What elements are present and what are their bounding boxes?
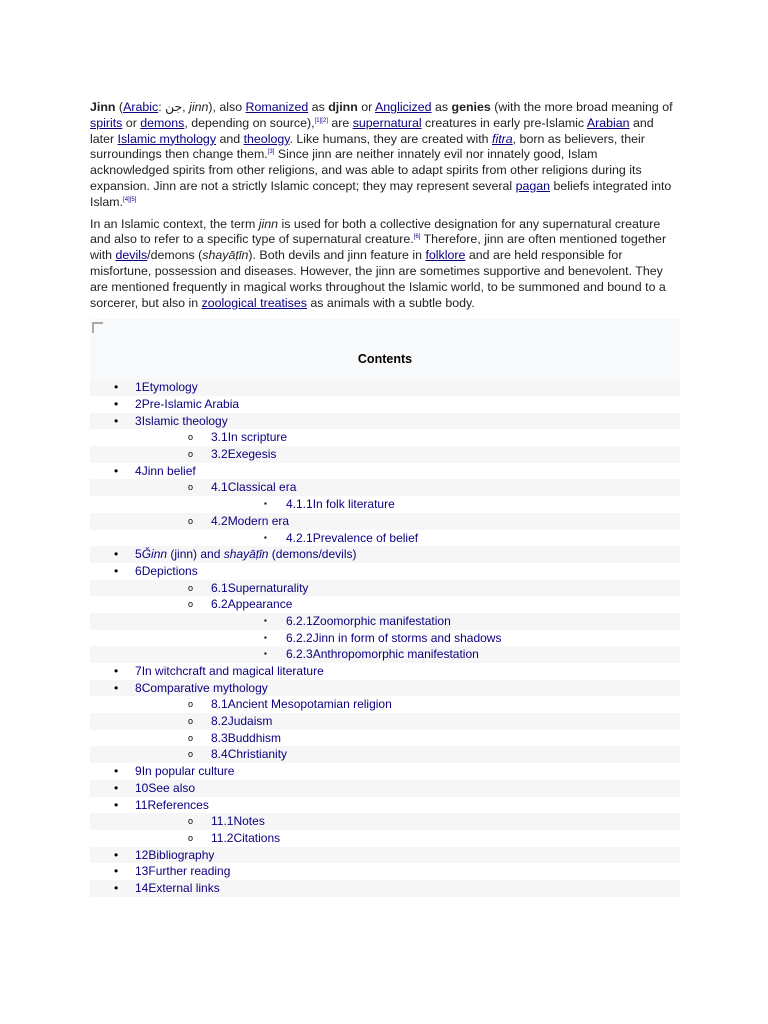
toc-item-see-also[interactable]: • 10See also bbox=[90, 780, 680, 797]
bullet-icon: • bbox=[114, 797, 119, 812]
checkbox-icon[interactable] bbox=[92, 322, 103, 333]
toc-item-modern-era[interactable]: o 4.2Modern era bbox=[90, 513, 680, 530]
toc-item-prevalence-of-belief[interactable]: ▪ 4.2.1Prevalence of belief bbox=[264, 530, 419, 545]
term-genies: genies bbox=[451, 100, 491, 114]
toc-item-storms-and-shadows[interactable]: ▪ 6.2.2Jinn in form of storms and shadows bbox=[264, 630, 502, 645]
bullet-icon: • bbox=[114, 547, 119, 562]
link-pagan[interactable]: pagan bbox=[515, 178, 551, 193]
toc-item-notes[interactable]: o 11.1Notes bbox=[90, 813, 680, 830]
citation-6[interactable]: [6] bbox=[413, 234, 421, 241]
circle-bullet-icon: o bbox=[188, 515, 194, 526]
link-theology[interactable]: theology bbox=[243, 131, 290, 146]
toc-item-ginn-and-shayatin[interactable]: • 5Ǧinn (jinn) and shayāṭīn (demons/devils) bbox=[90, 546, 680, 563]
bullet-icon: • bbox=[114, 463, 119, 478]
bullet-icon: • bbox=[114, 680, 119, 695]
toc-item-classical-era[interactable]: o 4.1Classical era bbox=[90, 479, 680, 496]
bullet-icon: • bbox=[114, 764, 119, 779]
citation-4-5[interactable]: [4][5] bbox=[123, 196, 137, 203]
bullet-icon: • bbox=[114, 847, 119, 862]
toc-item-witchcraft[interactable]: • 7In witchcraft and magical literature bbox=[114, 664, 324, 679]
bullet-icon: • bbox=[114, 780, 119, 795]
circle-bullet-icon: o bbox=[188, 749, 194, 760]
toc-item-zoomorphic-manifestation[interactable]: ▪ 6.2.1Zoomorphic manifestation bbox=[90, 613, 680, 630]
article-body bbox=[90, 100, 680, 897]
circle-bullet-icon: o bbox=[188, 716, 194, 727]
toc-item-further-reading[interactable]: • 13Further reading bbox=[114, 864, 231, 879]
circle-bullet-icon: o bbox=[188, 699, 194, 710]
toc-item-christianity[interactable]: o 8.4Christianity bbox=[90, 746, 680, 763]
circle-bullet-icon: o bbox=[188, 449, 194, 460]
toc-item-exegesis[interactable]: o 3.2Exegesis bbox=[90, 446, 680, 463]
link-devils[interactable]: devils bbox=[115, 248, 148, 263]
link-spirits[interactable]: spirits bbox=[90, 115, 123, 130]
bullet-icon: • bbox=[114, 880, 119, 895]
toc-toggle[interactable] bbox=[90, 319, 680, 337]
bullet-icon: • bbox=[114, 563, 119, 578]
circle-bullet-icon: o bbox=[188, 816, 194, 827]
circle-bullet-icon: o bbox=[188, 482, 194, 493]
bullet-icon: • bbox=[114, 664, 119, 679]
circle-bullet-icon: o bbox=[188, 599, 194, 610]
circle-bullet-icon: o bbox=[188, 582, 194, 593]
toc-item-supernaturality[interactable]: o 6.1Supernaturality bbox=[90, 580, 680, 597]
link-fitra[interactable]: fitra bbox=[492, 131, 513, 146]
link-arabic[interactable]: Arabic bbox=[123, 100, 159, 114]
link-islamic-mythology[interactable]: Islamic mythology bbox=[117, 131, 217, 146]
toc-item-pre-islamic-arabia[interactable]: • 2Pre-Islamic Arabia bbox=[114, 397, 240, 412]
toc-item-appearance[interactable]: o 6.2Appearance bbox=[188, 597, 293, 612]
circle-bullet-icon: o bbox=[188, 832, 194, 843]
link-demons[interactable]: demons bbox=[140, 115, 185, 130]
toc-item-jinn-belief[interactable]: • 4Jinn belief bbox=[114, 463, 196, 478]
term-jinn: Jinn bbox=[90, 100, 116, 114]
term-djinn: djinn bbox=[328, 100, 358, 114]
toc-item-external-links[interactable]: • 14External links bbox=[90, 880, 680, 897]
square-bullet-icon: ▪ bbox=[264, 632, 267, 642]
toc-item-islamic-theology[interactable]: • 3Islamic theology bbox=[90, 413, 680, 430]
toc-item-mesopotamian-religion[interactable]: o 8.1Ancient Mesopotamian religion bbox=[188, 697, 392, 712]
citation-1-2[interactable]: [1][2] bbox=[314, 117, 328, 124]
circle-bullet-icon: o bbox=[188, 732, 194, 743]
link-anglicized[interactable]: Anglicized bbox=[375, 100, 432, 114]
toc-item-in-folk-literature[interactable]: ▪ 4.1.1In folk literature bbox=[264, 497, 395, 512]
toc-item-comparative-mythology[interactable]: • 8Comparative mythology bbox=[90, 680, 680, 697]
toc-item-buddhism[interactable]: o 8.3Buddhism bbox=[188, 730, 282, 745]
table-of-contents bbox=[90, 379, 680, 896]
square-bullet-icon: ▪ bbox=[264, 615, 267, 625]
toc-item-references[interactable]: • 11References bbox=[114, 797, 209, 812]
toc-title: Contents bbox=[90, 337, 680, 379]
link-supernatural[interactable]: supernatural bbox=[352, 115, 422, 130]
square-bullet-icon: ▪ bbox=[264, 532, 267, 542]
toc-item-etymology[interactable]: • 1Etymology bbox=[90, 379, 680, 396]
bullet-icon: • bbox=[114, 380, 119, 395]
link-romanized[interactable]: Romanized bbox=[245, 100, 309, 114]
bullet-icon: • bbox=[114, 397, 119, 412]
citation-3[interactable]: [3] bbox=[267, 149, 275, 156]
toc-item-citations[interactable]: o 11.2Citations bbox=[188, 830, 281, 845]
toc-item-depictions[interactable]: • 6Depictions bbox=[114, 563, 198, 578]
bullet-icon: • bbox=[114, 864, 119, 879]
toc-item-judaism[interactable]: o 8.2Judaism bbox=[90, 713, 680, 730]
link-folklore[interactable]: folklore bbox=[425, 248, 466, 263]
bullet-icon: • bbox=[114, 413, 119, 428]
square-bullet-icon: ▪ bbox=[264, 649, 267, 659]
link-arabian[interactable]: Arabian bbox=[586, 115, 630, 130]
toc-item-bibliography[interactable]: • 12Bibliography bbox=[90, 847, 680, 864]
intro-paragraph-2: In an Islamic context, the term jinn is used for both a collective designation for any supernatural creature and also to refer to a specific type of supernatural creature.[6] Therefore, jinn are often mentioned together with devils/demons (shayāṭīn). Both devils and jinn feature in folklore and are held responsible for misfortune, possession and diseases. However, the jinn are sometimes supportive and benevolent. They are mentioned frequently in magical works throughout the Islamic world, to be summoned and bound to a sorcerer, but also in zoological treatises as animals with a subtle body. bbox=[90, 216, 667, 310]
square-bullet-icon: ▪ bbox=[264, 499, 267, 509]
link-zoological-treatises[interactable]: zoological treatises bbox=[201, 295, 307, 310]
toc-item-in-scripture[interactable]: o 3.1In scripture bbox=[188, 430, 288, 445]
toc-item-anthropomorphic-manifestation[interactable]: ▪ 6.2.3Anthropomorphic manifestation bbox=[90, 646, 680, 663]
circle-bullet-icon: o bbox=[188, 432, 194, 443]
toc-item-popular-culture[interactable]: • 9In popular culture bbox=[114, 764, 235, 779]
intro-paragraph-1: Jinn (Arabic: جن, jinn), also Romanized as djinn or Anglicized as genies (with the more broad meaning of spirits or demons, depending on source),[1][2] are supernatural creatures in early pre-Islamic Arabian and later Islamic mythology and theology. Like humans, they are created with fitra, born as believers, their surroundings then change them.[3] Since jinn are neither innately evil nor innately good, Islam acknowledged spirits from other religions, and was able to adapt spirits from other religions during its expansion. Jinn are not a strictly Islamic concept; they may represent several pagan beliefs integrated into Islam.[4][5] bbox=[90, 100, 673, 209]
